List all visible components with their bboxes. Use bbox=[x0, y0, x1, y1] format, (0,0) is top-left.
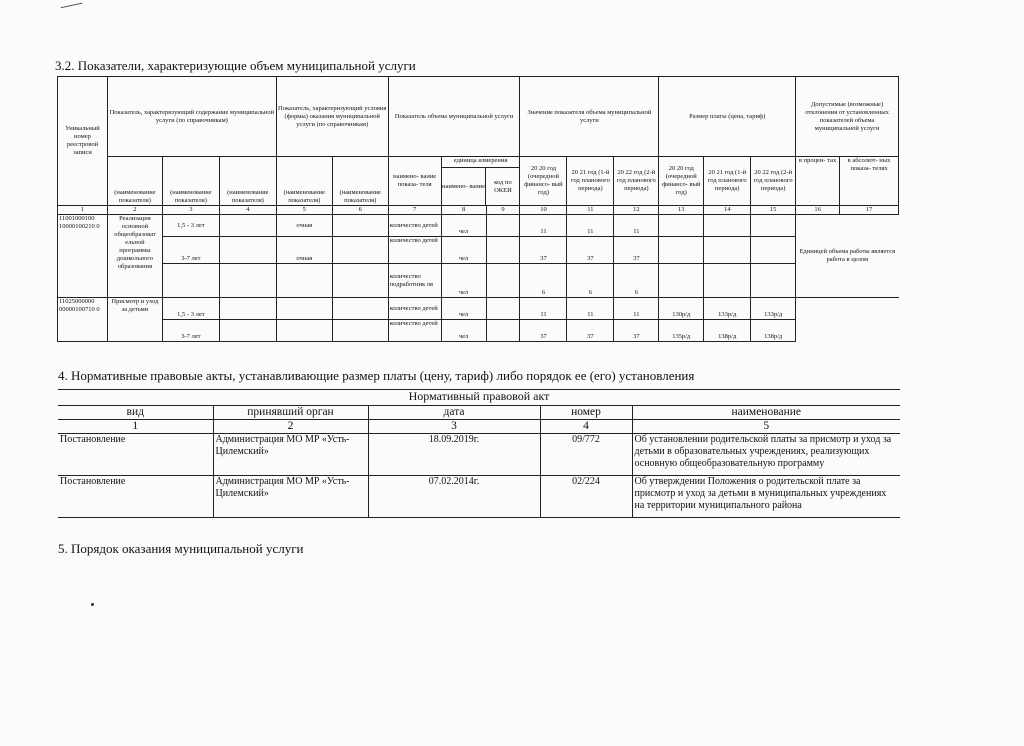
col-number: 12 bbox=[614, 206, 659, 215]
table-row bbox=[58, 434, 900, 476]
unit-name: чел bbox=[441, 215, 486, 237]
service-form: очная bbox=[276, 215, 332, 237]
empty-cell bbox=[659, 215, 704, 237]
age-group: 1,5 - 3 лет bbox=[162, 298, 219, 320]
header-naim: (наименование показателя) bbox=[276, 157, 332, 206]
col-number: 2 bbox=[213, 420, 368, 434]
fee-2020: 135р/д bbox=[659, 320, 704, 342]
col-number: 14 bbox=[704, 206, 751, 215]
empty-cell bbox=[659, 237, 704, 264]
col-number: 1 bbox=[58, 420, 213, 434]
col-number: 4 bbox=[540, 420, 632, 434]
table-row bbox=[58, 476, 900, 518]
header-naim: (наименование показателя) bbox=[162, 157, 219, 206]
header-2020: 20 20 год (очередной финансо- вый год) bbox=[520, 157, 567, 206]
value-2020: 37 bbox=[520, 237, 567, 264]
empty-cell bbox=[486, 215, 520, 237]
empty-cell bbox=[751, 264, 796, 298]
header-naim: (наименование показателя) bbox=[332, 157, 388, 206]
act-number: 02/224 bbox=[540, 476, 632, 518]
col-number: 5 bbox=[276, 206, 332, 215]
header-unit-group bbox=[441, 157, 520, 206]
indicator-name: количество детей bbox=[388, 215, 441, 237]
fee-2022: 133р/д bbox=[751, 298, 796, 320]
col-number: 3 bbox=[162, 206, 219, 215]
value-2020: 37 bbox=[520, 320, 567, 342]
empty-cell bbox=[162, 264, 219, 298]
header-name: наименование bbox=[632, 406, 900, 420]
header-date: дата bbox=[368, 406, 540, 420]
empty-cell bbox=[332, 320, 388, 342]
empty-cell bbox=[219, 264, 276, 298]
header-volume-name: наимено- вание показа- теля bbox=[388, 157, 441, 206]
value-2022: 11 bbox=[614, 298, 659, 320]
table-row bbox=[58, 320, 899, 342]
unit-name: чел bbox=[441, 320, 486, 342]
col-number: 4 bbox=[219, 206, 276, 215]
header-value: Значение показателя объема муниципальной услуги bbox=[520, 77, 659, 157]
col-number: 1 bbox=[58, 206, 108, 215]
indicator-name: количество детей bbox=[388, 237, 441, 264]
empty-cell bbox=[332, 215, 388, 237]
header-organ: принявший орган bbox=[213, 406, 368, 420]
fee-2020: 130р/д bbox=[659, 298, 704, 320]
header-okei: код по ОКЕИ bbox=[494, 178, 512, 194]
fee-2021: 133р/д bbox=[704, 298, 751, 320]
scan-speck bbox=[91, 603, 94, 606]
unit-name: чел bbox=[441, 237, 486, 264]
header-absolute: в абсолют- ных показа- телях bbox=[840, 157, 899, 206]
indicator-name: количество детей bbox=[388, 298, 441, 320]
section-3-2-title: 3.2. Показатели, характеризующие объем муниципальной услуги bbox=[55, 58, 416, 73]
empty-cell bbox=[751, 237, 796, 264]
header-volume: Показатель объема муниципальной услуги bbox=[388, 77, 520, 157]
indicator-name: количество подработник ов bbox=[388, 264, 441, 298]
act-kind: Постановление bbox=[58, 434, 213, 476]
empty-cell bbox=[276, 264, 332, 298]
empty-cell bbox=[219, 215, 276, 237]
col-number: 5 bbox=[632, 420, 900, 434]
header-unit: единица измерения bbox=[442, 157, 520, 168]
act-number: 09/772 bbox=[540, 434, 632, 476]
legal-acts-table bbox=[58, 389, 900, 518]
empty-cell bbox=[219, 298, 276, 320]
empty-cell bbox=[486, 264, 520, 298]
value-2021: 37 bbox=[567, 320, 614, 342]
value-2022: 37 bbox=[614, 237, 659, 264]
age-group: 1,5 - 3 лет bbox=[162, 215, 219, 237]
empty-cell bbox=[332, 237, 388, 264]
header-deviation: Допустимые (возможные) отклонения от установленных показателей объема муниципальной услуги bbox=[796, 77, 899, 157]
value-2022: 37 bbox=[614, 320, 659, 342]
empty-cell bbox=[276, 298, 332, 320]
header-unique-number: Уникальный номер реестровой записи bbox=[58, 77, 108, 206]
empty-cell bbox=[704, 237, 751, 264]
value-2021: 11 bbox=[567, 215, 614, 237]
empty-cell bbox=[486, 237, 520, 264]
age-group: 3-7 лет bbox=[162, 320, 219, 342]
empty-cell bbox=[796, 298, 899, 342]
table-row bbox=[58, 237, 899, 264]
empty-cell bbox=[332, 298, 388, 320]
act-organ: Администрация МО МР «Усть-Цилемский» bbox=[213, 476, 368, 518]
col-number: 16 bbox=[796, 206, 840, 215]
header-percent: в процен- тах bbox=[796, 157, 840, 206]
col-number: 11 bbox=[567, 206, 614, 215]
table-row bbox=[58, 215, 899, 237]
service-content: Реализация основной общеобразоват ельной программы дошкольного образования bbox=[107, 215, 162, 298]
header-content: Показатель, характеризующий содержание муниципальной услуги (по справочникам) bbox=[107, 77, 276, 157]
table-row bbox=[58, 298, 899, 320]
col-number: 8 bbox=[441, 206, 486, 215]
registry-code: 11001000100 10000100210 0 bbox=[58, 215, 108, 298]
unit-name: чел bbox=[441, 264, 486, 298]
service-content: Присмотр и уход за детьми bbox=[107, 298, 162, 342]
value-2022: 6 bbox=[614, 264, 659, 298]
registry-code: 11025000000 00000100710 0 bbox=[58, 298, 108, 342]
col-number: 2 bbox=[107, 206, 162, 215]
act-kind: Постановление bbox=[58, 476, 213, 518]
col-number: 6 bbox=[332, 206, 388, 215]
age-group: 3-7 лет bbox=[162, 237, 219, 264]
col-number: 13 bbox=[659, 206, 704, 215]
header-fee-2022: 20 22 год (2-й год планового периода) bbox=[751, 157, 796, 206]
header-kind: вид bbox=[58, 406, 213, 420]
value-2020: 6 bbox=[520, 264, 567, 298]
header-naim: (наименование показателя) bbox=[219, 157, 276, 206]
value-2020: 11 bbox=[520, 298, 567, 320]
unit-name: чел bbox=[441, 298, 486, 320]
value-2021: 11 bbox=[567, 298, 614, 320]
act-name: Об установлении родительской платы за присмотр и уход за детьми в образовательных учреждениях, реализующих основную общеобразовательную программу bbox=[632, 434, 900, 476]
table-row bbox=[58, 264, 899, 298]
fee-2021: 138р/д bbox=[704, 320, 751, 342]
value-2021: 6 bbox=[567, 264, 614, 298]
empty-cell bbox=[276, 320, 332, 342]
section-5-title: 5. Порядок оказания муниципальной услуги bbox=[58, 541, 304, 556]
header-fee-2021: 20 21 год (1-й год планового периода) bbox=[704, 157, 751, 206]
col-number: 15 bbox=[751, 206, 796, 215]
header-conditions: Показатель, характеризующий условия (формы) оказания муниципальной услуги (по справочникам) bbox=[276, 77, 388, 157]
empty-cell bbox=[486, 320, 520, 342]
empty-cell bbox=[751, 215, 796, 237]
value-2022: 11 bbox=[614, 215, 659, 237]
col-number: 7 bbox=[388, 206, 441, 215]
header-number: номер bbox=[540, 406, 632, 420]
empty-cell bbox=[659, 264, 704, 298]
empty-cell bbox=[486, 298, 520, 320]
col-number: 10 bbox=[520, 206, 567, 215]
indicator-name: количество детей bbox=[388, 320, 441, 342]
scan-mark bbox=[60, 0, 83, 8]
col-number: 9 bbox=[486, 206, 520, 215]
act-date: 07.02.2014г. bbox=[368, 476, 540, 518]
header-fee: Размер платы (цена, тариф) bbox=[659, 77, 796, 157]
value-2020: 11 bbox=[520, 215, 567, 237]
header-2021: 20 21 год (1-й год планового периода) bbox=[567, 157, 614, 206]
col-number: 3 bbox=[368, 420, 540, 434]
deviation-note: Единицей объема работы является работа в целом bbox=[796, 215, 899, 298]
fee-2022: 138р/д bbox=[751, 320, 796, 342]
empty-cell bbox=[332, 264, 388, 298]
header-2022: 20 22 год (2-й год планового периода) bbox=[614, 157, 659, 206]
col-number: 17 bbox=[840, 206, 899, 215]
section-4-title: 4. Нормативные правовые акты, устанавливающие размер платы (цену, тариф) либо порядок ее (его) установления bbox=[58, 368, 695, 383]
volume-indicators-table bbox=[57, 76, 899, 342]
header-unit-name: наимено- вание bbox=[442, 168, 487, 205]
header-naim: (наименование показателя) bbox=[107, 157, 162, 206]
empty-cell bbox=[219, 237, 276, 264]
empty-cell bbox=[219, 320, 276, 342]
empty-cell bbox=[704, 215, 751, 237]
act-name: Об утверждении Положения о родительской плате за присмотр и уход за детьми в муниципальных учреждениях на территории муниципального района bbox=[632, 476, 900, 518]
table-caption: Нормативный правовой акт bbox=[58, 390, 900, 406]
value-2021: 37 bbox=[567, 237, 614, 264]
empty-cell bbox=[704, 264, 751, 298]
act-date: 18.09.2019г. bbox=[368, 434, 540, 476]
service-form: очная bbox=[276, 237, 332, 264]
act-organ: Администрация МО МР «Усть-Цилемский» bbox=[213, 434, 368, 476]
header-fee-2020: 20 20 год (очередной финансо- вый год) bbox=[659, 157, 704, 206]
